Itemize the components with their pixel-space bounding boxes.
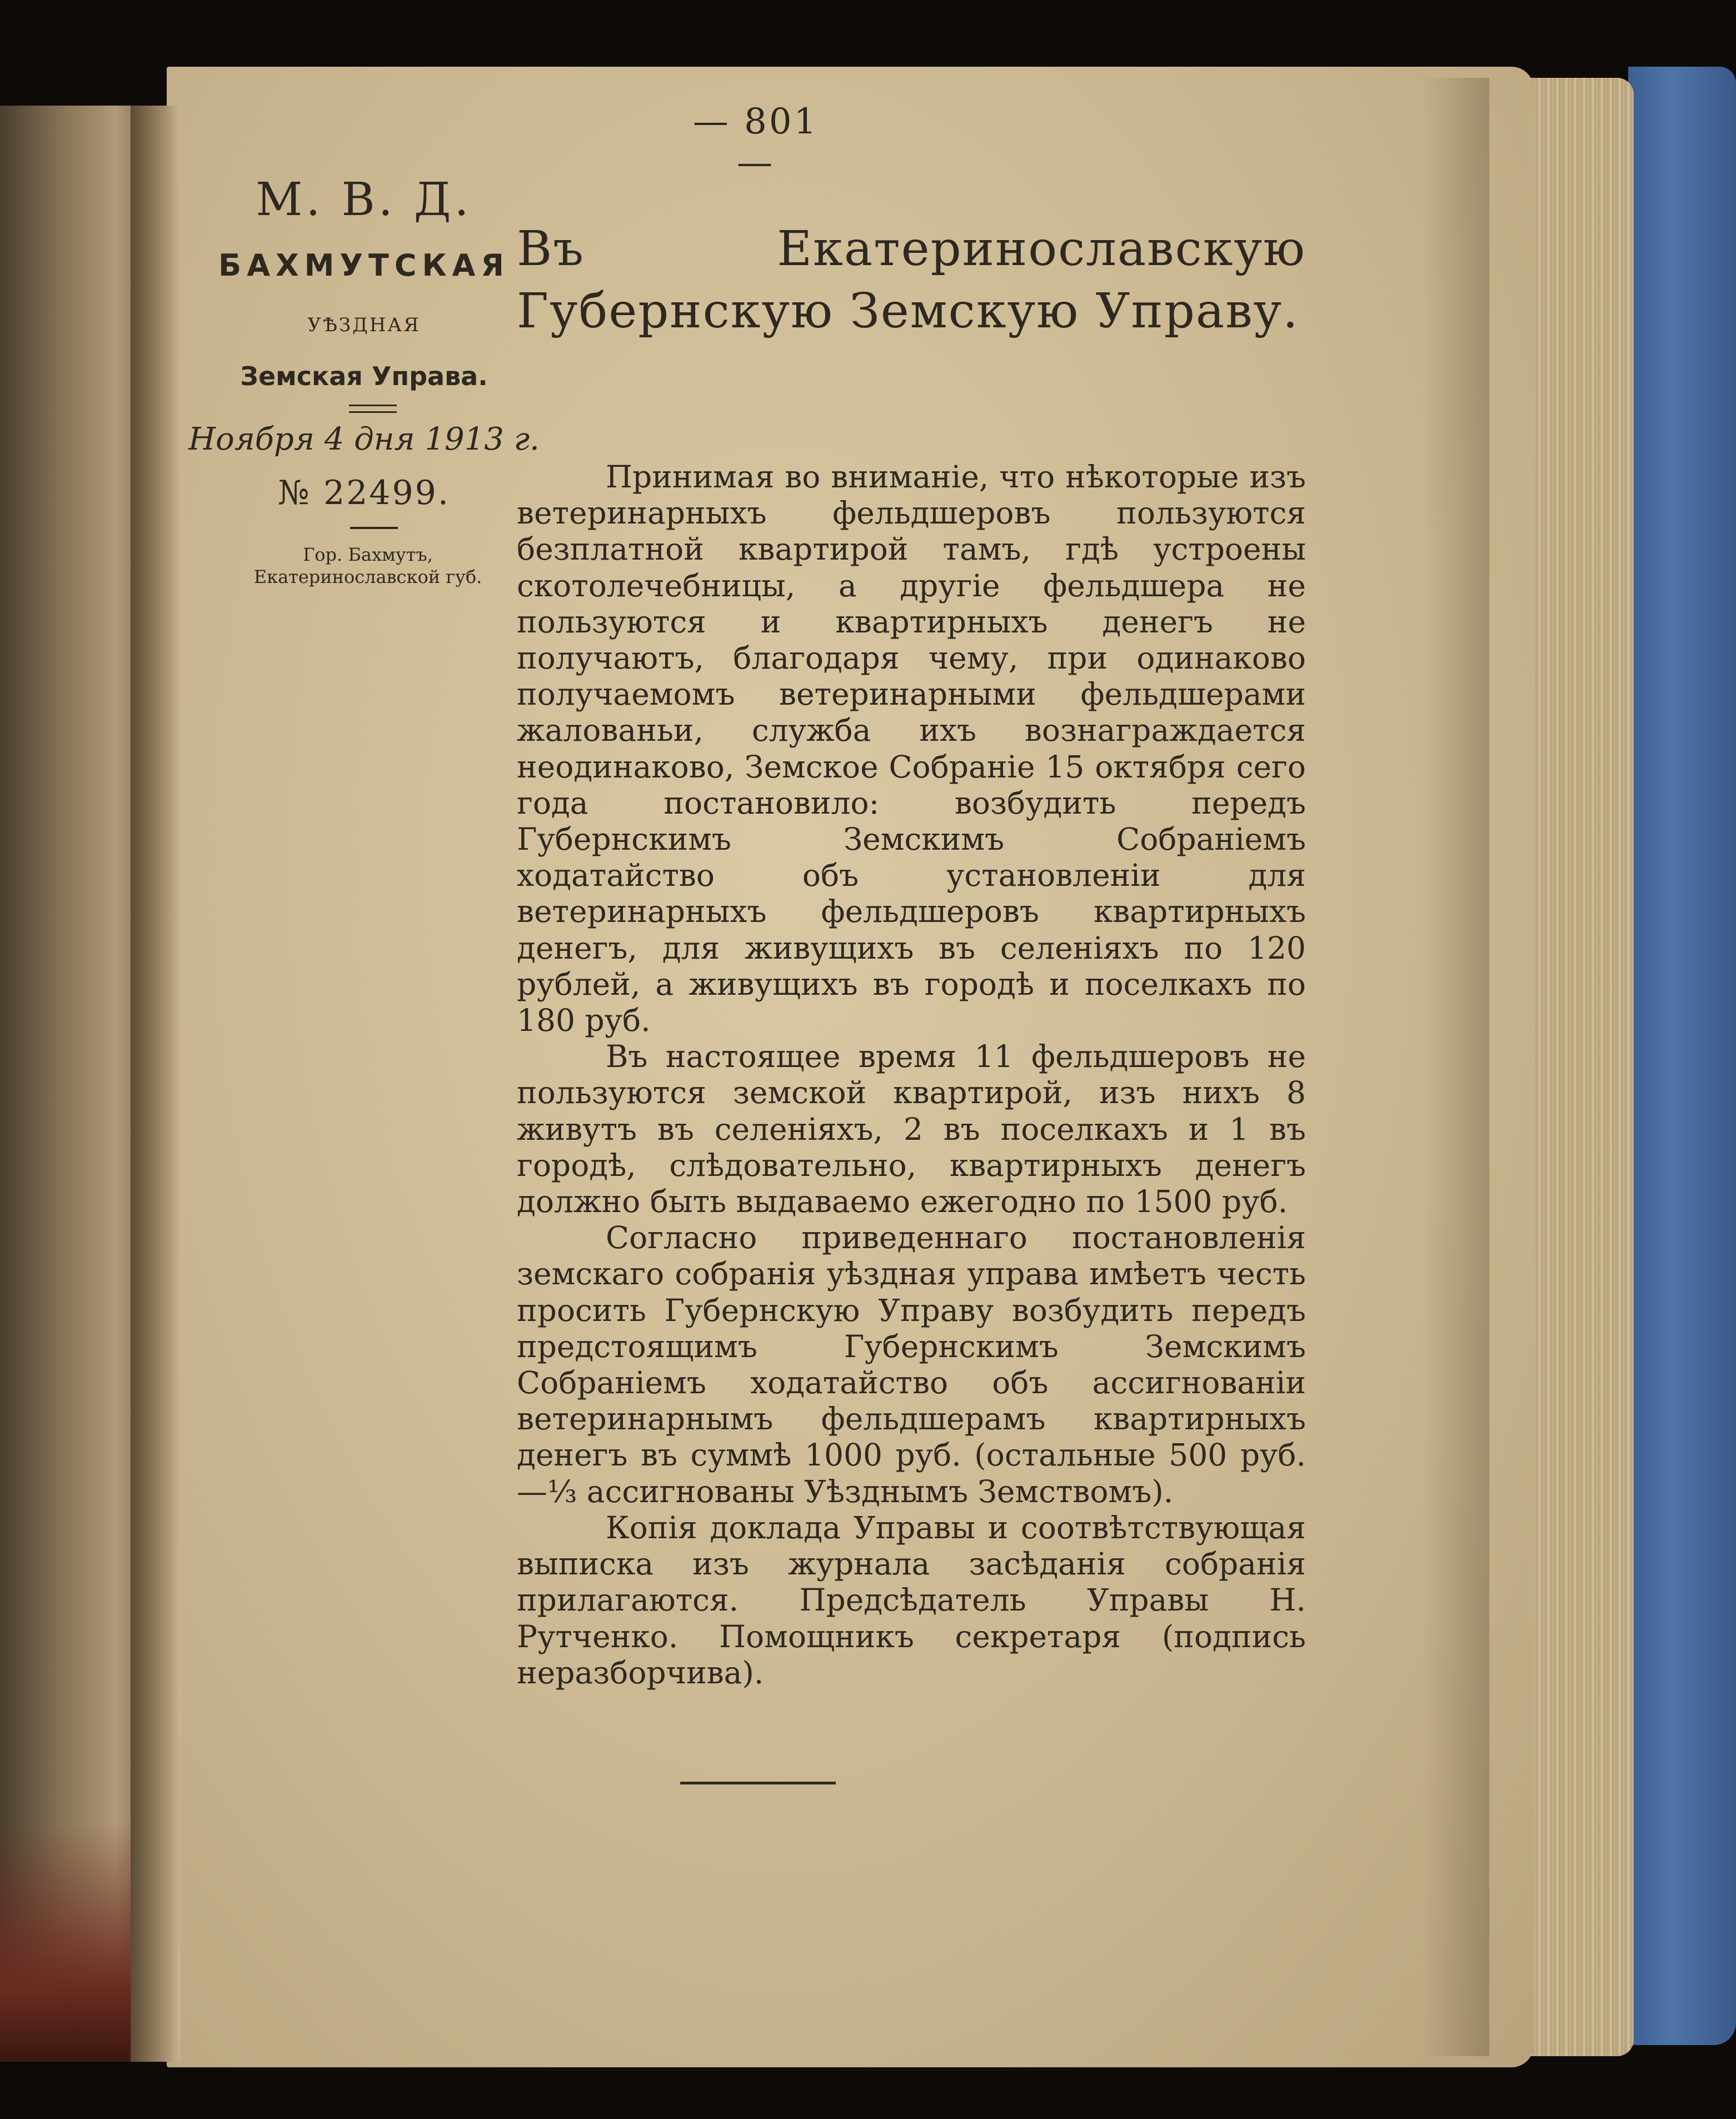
book-cover-edge [1628, 67, 1736, 2045]
sidebar-divider [349, 405, 397, 413]
page-edge-shadow [1423, 78, 1489, 2056]
left-page [0, 106, 144, 2062]
paragraph: Принимая во вниманіе, что нѣкоторые изъ ветеринарныхъ фельдшеровъ пользуются безплатной квартирой тамъ, гдѣ устроены скотолечебницы, а другіе фельдшера не пользуются и квартирныхъ денегъ не получаютъ, благодаря чему, при одинаково получаемомъ ветеринарными фельдшерами жалованьи, служба ихъ вознаграждается неодинаково, Земское Собраніе 15 октября сего года постановило: возбудить передъ Губернскимъ Земскимъ Собраніемъ ходатайство объ установленіи для ветеринарныхъ фельдшеровъ квартирныхъ денегъ, для живущихъ въ селеніяхъ по 120 рублей, а живущихъ въ городѣ и поселкахъ по 180 руб. [517, 459, 1306, 1039]
paragraph: Копія доклада Управы и соотвѣтствующая выписка изъ журнала засѣданія собранія прилагаются. Предсѣдатель Управы Н. Рутченко. Помощникъ секретаря (подпись неразборчива). [517, 1509, 1306, 1691]
addressee-heading: Въ Екатеринославскую Губернскую Земскую Управу. [517, 221, 1306, 339]
document-date: Ноября 4 дня 1913 г. [188, 421, 540, 457]
organization-type: УѢЗДНАЯ [307, 314, 421, 336]
paragraph: Согласно приведеннаго постановленія земскаго собранія уѣздная управа имѣетъ честь просить Губернскую Управу возбудить передъ предстоящимъ Губернскимъ Земскимъ Собраніемъ ходатайство объ ассигнованіи ветеринарнымъ фельдшерамъ квартирныхъ денегъ въ суммѣ 1000 руб. (остальные 500 руб.—⅓ ассигнованы Уѣзднымъ Земствомъ). [517, 1220, 1306, 1509]
end-divider [680, 1782, 836, 1784]
letter-body [517, 459, 1306, 1691]
document-location: Гор. Бахмутъ, Екатеринославской губ. [253, 544, 482, 587]
organization-name: БАХМУТСКАЯ [218, 248, 510, 283]
book-gutter [131, 106, 181, 2062]
sidebar-divider-short [350, 527, 398, 529]
left-page-binding [0, 1823, 144, 2062]
document-number: № 22499. [278, 473, 450, 512]
organization-unit: Земская Управа. [240, 361, 488, 391]
page-number: — 801 — [692, 101, 819, 183]
ministry-label: М. В. Д. [256, 173, 472, 226]
paragraph: Въ настоящее время 11 фельдшеровъ не пользуются земской квартирой, изъ нихъ 8 живутъ въ селеніяхъ, 2 въ поселкахъ и 1 въ городѣ, слѣдовательно, квартирныхъ денегъ должно быть выдаваемо ежегодно по 1500 руб. [517, 1039, 1306, 1220]
